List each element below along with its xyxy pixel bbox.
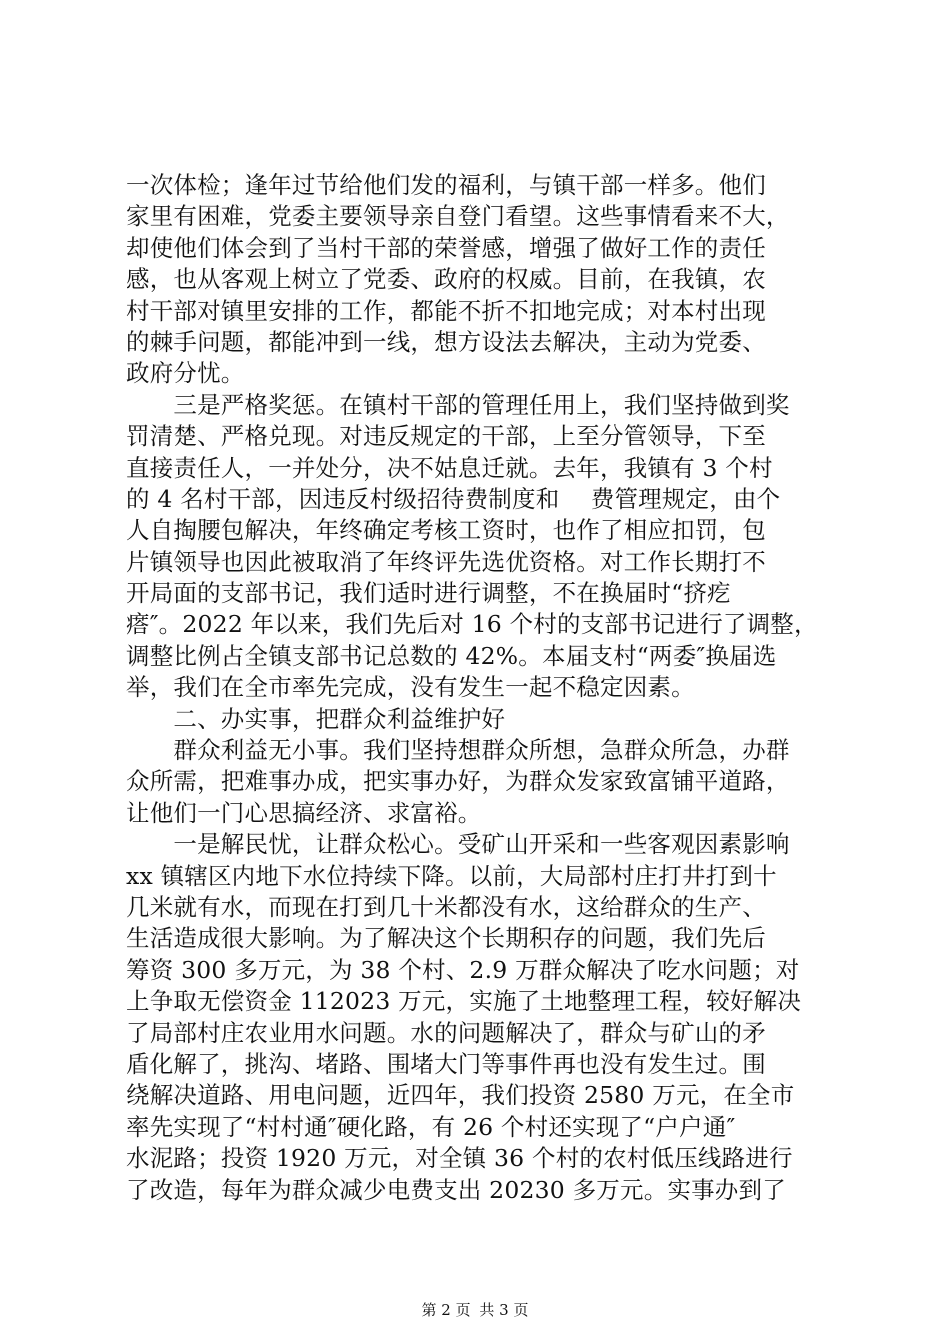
section-heading: 二、办实事，把群众利益维护好 <box>126 704 506 733</box>
text-line: 的棘手问题，都能冲到一线，想方设法去解决，主动为党委、 <box>126 327 766 356</box>
text-line: 三是严格奖惩。在镇村干部的管理任用上，我们坚持做到奖 <box>126 390 790 419</box>
text-line: 一次体检；逢年过节给他们发的福利，与镇干部一样多。他们 <box>126 171 766 199</box>
text-line: 上争取无偿资金 112023 万元，实施了土地整理工程，较好解决 <box>126 987 802 1016</box>
text-line: 筹资 300 多万元，为 38 个村、2.9 万群众解决了吃水问题；对 <box>126 955 800 984</box>
page-footer <box>0 1300 950 1320</box>
text-line: 片镇领导也因此被取消了年终评先选优资格。对工作长期打不 <box>126 547 766 576</box>
text-line: 盾化解了，挑沟、堵路、围堵大门等事件再也没有发生过。围 <box>126 1049 766 1078</box>
text-line: 家里有困难，党委主要领导亲自登门看望。这些事情看来不大， <box>126 202 790 231</box>
text-line: 瘩″。2022 年以来，我们先后对 16 个村的支部书记进行了调整， <box>126 610 818 639</box>
page-total: 共 3 页 <box>479 1301 529 1319</box>
text-line: 群众利益无小事。我们坚持想群众所想，急群众所急，办群 <box>126 736 790 765</box>
text-line: 调整比例占全镇支部书记总数的 42%。本届支村“两委″换届选 <box>126 641 777 670</box>
text-line: 生活造成很大影响。为了解决这个长期积存的问题，我们先后 <box>126 924 766 953</box>
text-line: 众所需，把难事办成，把实事办好，为群众发家致富铺平道路， <box>126 767 790 796</box>
page-number: 第 2 页 <box>421 1301 471 1319</box>
text-line: 了局部村庄农业用水问题。水的问题解决了，群众与矿山的矛 <box>126 1018 766 1047</box>
text-line: 却使他们体会到了当村干部的荣誉感，增强了做好工作的责任 <box>126 233 766 262</box>
text-line: 绕解决道路、用电问题，近四年，我们投资 2580 万元，在全市 <box>126 1081 795 1110</box>
body-text <box>126 170 826 1206</box>
text-line: 感，也从客观上树立了党委、政府的权威。目前，在我镇，农 <box>126 265 766 294</box>
text-line: 一是解民忧，让群众松心。受矿山开采和一些客观因素影响 <box>126 830 790 859</box>
text-line: 开局面的支部书记，我们适时进行调整，不在换届时“挤疙 <box>126 579 731 608</box>
text-line: 的 4 名村干部，因违反村级招待费制度和 费管理规定，由个 <box>126 484 781 513</box>
text-line: 几米就有水，而现在打到几十米都没有水，这给群众的生产、 <box>126 892 766 921</box>
text-line: 水泥路；投资 1920 万元，对全镇 36 个村的农村低压线路进行 <box>126 1144 793 1173</box>
text-line: 直接责任人，一并处分，决不姑息迁就。去年，我镇有 3 个村 <box>126 453 773 482</box>
text-line: 了改造，每年为群众减少电费支出 20230 多万元。实事办到了 <box>126 1175 786 1204</box>
text-line: 村干部对镇里安排的工作，都能不折不扣地完成；对本村出现 <box>126 296 766 325</box>
text-line: 率先实现了“村村通″硬化路，有 26 个村还实现了“户户通″ <box>126 1112 736 1141</box>
text-line: 政府分忧。 <box>126 359 245 388</box>
text-line: 人自掏腰包解决，年终确定考核工资时，也作了相应扣罚，包 <box>126 516 766 545</box>
text-line: 罚清楚、严格兑现。对违反规定的干部，上至分管领导，下至 <box>126 422 766 451</box>
text-line: xx 镇辖区内地下水位持续下降。以前，大局部村庄打井打到十 <box>126 861 777 890</box>
text-line: 举，我们在全市率先完成，没有发生一起不稳定因素。 <box>126 673 695 702</box>
text-line: 让他们一门心思搞经济、求富裕。 <box>126 798 482 827</box>
